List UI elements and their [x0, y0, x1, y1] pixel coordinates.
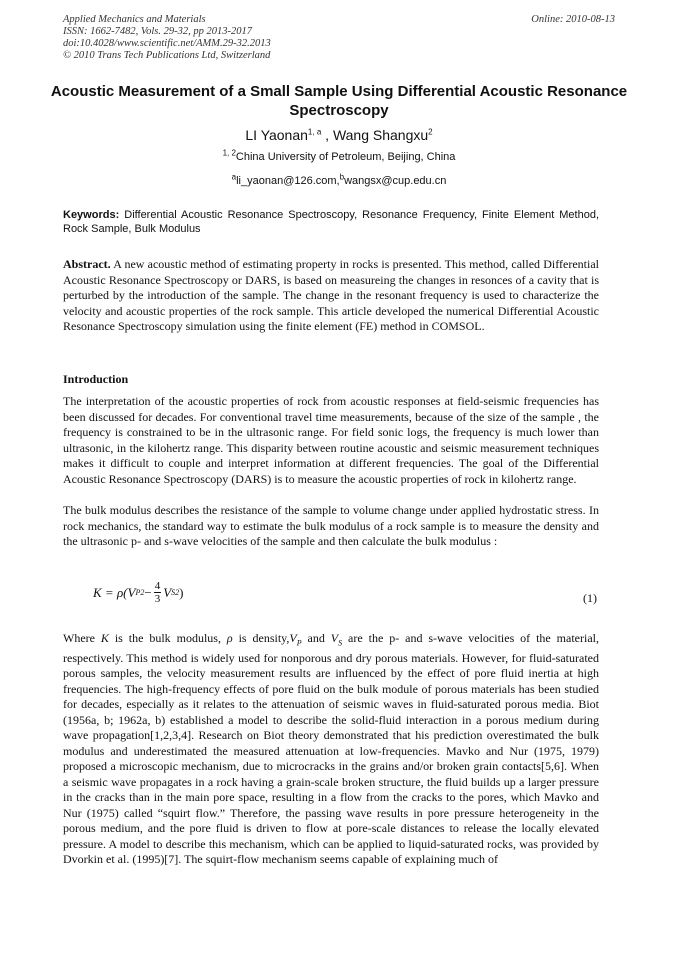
section-heading-introduction: Introduction: [63, 372, 129, 386]
body-text-rest: are the p- and s-wave velocities of the material, respectively. This method is widely used for nonporous and dry porous materials. However, for fluid-saturated porous samples, the velocity measurement results are influenced by the effect of pore fluid inertia at high frequencies. The high-frequency effects of pore fluid on the bulk module of porous materials has been studied for decades, especially as it relates to the attenuation of seismic waves in fluid-saturated porous media. Biot (1956a, b; 1962a, b) established a model to describe the solid-fluid interaction in a porous medium during wave propagation[1,2,3,4]. Research on Biot theory demonstrated that his prediction overestimated the bulk modulus and underestimated the measured attenuation at low-frequencies. Mavko and Nur (1975, 1979) proposed a microscopic mechanism, due to microcracks in the grains and/or broken grain contacts[5,6]. When a seismic wave propagates in a rock having a grain-scale broken structure, the fluid builds up a larger pressure in the cracks than in the main pore space, resulting in a flow from the cracks to the pores, which Mavko and Nur (1975) called “squirt flow.” Therefore, the passing wave results in pore pressure heterogeneity in the porous medium, and the pore fluid is driven to flow at pore-scale distances to release the locally elevated pressure. A model to describe this mechanism, which can be applied to liquid-saturated rocks, was provided by Dvorkin et al. (1995)[7]. The squirt-flow mechanism seems capable of explaining much of: [63, 631, 599, 867]
eq-fraction: [154, 580, 162, 605]
var-k: K: [100, 631, 109, 645]
body-text-2: is density,: [238, 631, 290, 645]
var-vp: V: [289, 631, 297, 645]
keywords-label: Keywords:: [63, 209, 120, 221]
body-text-1: is the bulk modulus,: [108, 631, 221, 645]
affiliation-sup: 1, 2: [222, 148, 236, 158]
online-date: Online: 2010-08-13: [531, 14, 615, 25]
affiliation-text: China University of Petroleum, Beijing, China: [235, 151, 456, 163]
var-vp-sub: P: [296, 638, 302, 648]
issn: ISSN: 1662-7482, Vols. 29-32, pp 2013-2017: [63, 26, 252, 37]
var-vs: V: [330, 631, 339, 645]
author-1: LI Yaonan: [245, 127, 308, 143]
eq-sub-s: S: [171, 588, 176, 597]
keywords: [63, 208, 599, 236]
author-1-affil: 1, a: [307, 127, 322, 137]
equation-1: K = ρ(V P 2 − $\frac{4}{3}$ V S 2 ): [93, 580, 184, 605]
intro-paragraph-1: The interpretation of the acoustic properties of rock from acoustic responses at field-seismic frequencies has been discussed for decades. For conventional travel time measurements, because of the size of the sample , the frequency is constrained to be in the ultrasonic range. For field sonic logs, the frequency is much lower than ultrasonic, in the kilohertz range. This disparity between routine acoustic and seismic measurement techniques makes it difficult to couple and interpret information at different frequencies. The goal of the Differential Acoustic Resonance Spectroscopy (DARS) is to measure the acoustic properties of rock in kilohertz range.: [63, 394, 599, 486]
email-1-sup: a: [231, 172, 237, 182]
affiliation: [40, 150, 638, 164]
body-text-3: and: [301, 631, 331, 645]
author-separator: ,: [321, 127, 333, 143]
copyright: © 2010 Trans Tech Publications Ltd, Switzerland: [63, 50, 271, 61]
journal-header: [63, 14, 271, 62]
author-2-affil: 2: [428, 127, 433, 137]
doi: doi:10.4028/www.scientific.net/AMM.29-32.2013: [63, 38, 271, 49]
where-text: Where: [63, 631, 95, 645]
keywords-text: Differential Acoustic Resonance Spectroscopy, Resonance Frequency, Finite Element Method, Rock Sample, Bulk Modulus: [63, 209, 600, 235]
abstract: [63, 257, 599, 335]
author-2: Wang Shangxu: [332, 127, 429, 143]
equation-number: (1): [583, 591, 597, 605]
intro-paragraph-2: The bulk modulus describes the resistance of the sample to volume change under applied hydrostatic stress. In rock mechanics, the standard way to estimate the bulk modulus of a rock sample is to measure the density and the ultrasonic p- and s-wave velocities of the sample and then calculate the bulk modulus :: [63, 503, 599, 548]
email-2: wangsx@cup.edu.cn: [344, 175, 447, 187]
email-2-sup: b: [339, 172, 345, 182]
journal-name: Applied Mechanics and Materials: [63, 14, 206, 25]
eq-numerator: 4: [154, 580, 161, 592]
email-1: li_yaonan@126.com,: [236, 175, 340, 187]
eq-close: ): [179, 584, 184, 600]
eq-minus: −: [144, 584, 152, 600]
authors: [40, 126, 638, 144]
var-vs-sub: S: [338, 638, 343, 648]
eq-lhs: K = ρ(V: [93, 584, 136, 600]
abstract-text: A new acoustic method of estimating property in rocks is presented. This method, called Differential Acoustic Resonance Spectroscopy or DARS, is based on measureing the changes in resonces of a cavity that is perturbed by the introduction of the sample. The change in the resonant frequency is used to characterize the velocity and acoustic properties of the rock sample. This article developed the numerical Differential Acoustic Resonance Spectroscopy simulation using the finite element (FE) method in COMSOL.: [63, 257, 600, 333]
eq-v: V: [163, 584, 172, 600]
eq-sub-p: P: [135, 588, 141, 597]
eq-denominator: 3: [154, 593, 161, 605]
body-paragraph-3: [63, 631, 599, 868]
emails: [40, 174, 638, 188]
paper-title: Acoustic Measurement of a Small Sample Using Differential Acoustic Resonance Spectroscopy: [50, 83, 628, 119]
var-rho: ρ: [220, 631, 239, 645]
abstract-label: Abstract.: [63, 257, 111, 271]
